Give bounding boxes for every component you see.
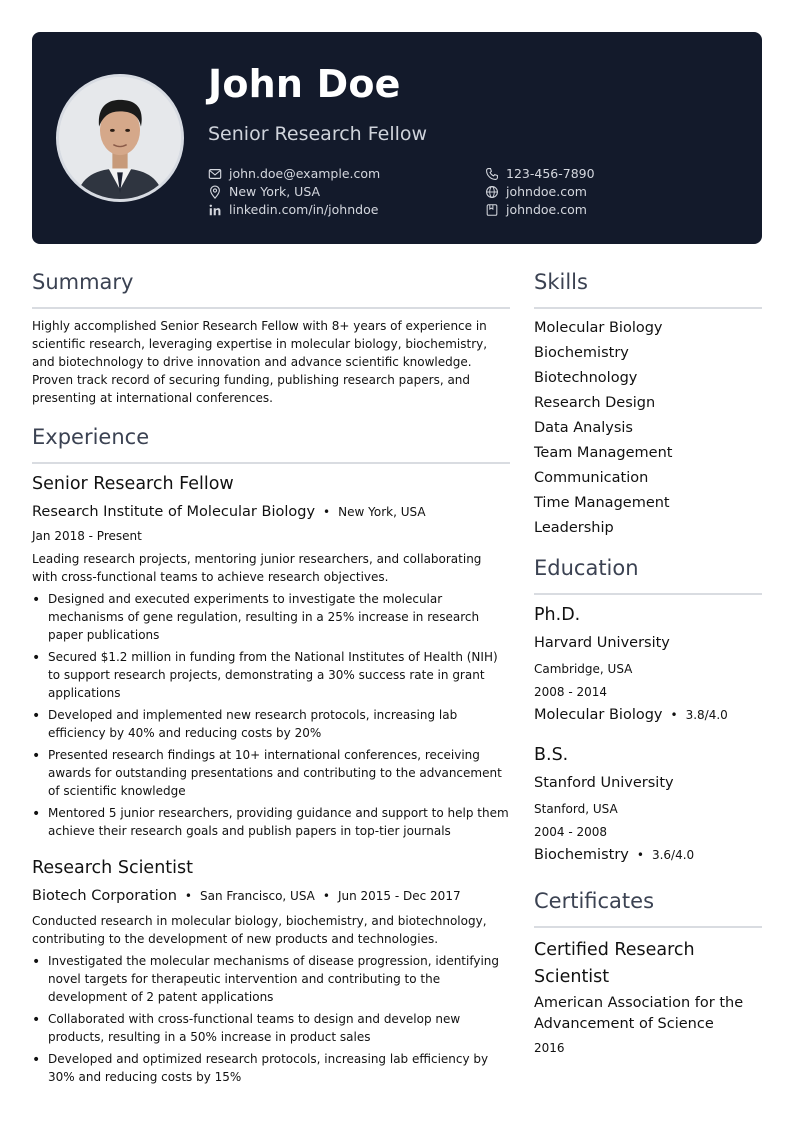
- achievement-item: • Investigated the molecular mechanisms of disease progression, identifying novel targets for therapeutic intervention and contributing to the development of 2 patent applications: [32, 952, 510, 1006]
- job-dates: Jan 2018 - Present: [32, 529, 142, 543]
- edu-dates: 2004 - 2008: [534, 825, 608, 839]
- job-location: New York, USA: [338, 505, 426, 519]
- job-title: Research Scientist: [32, 858, 193, 878]
- skills-list: [534, 316, 672, 541]
- linkedin-icon: [208, 203, 222, 217]
- achievement-item: • Presented research findings at 10+ international conferences, receiving awards for outstanding presentations and contributing to the advancement of scientific knowledge: [32, 746, 510, 800]
- skill-item: Communication: [534, 470, 649, 486]
- contact-phone-text: 123-456-7890: [506, 166, 595, 181]
- job-achievements: [32, 590, 510, 844]
- contact-linkedin[interactable]: [208, 202, 378, 217]
- job-company-line: [32, 888, 461, 904]
- edu-field: Molecular Biology: [534, 707, 663, 723]
- summary-divider: [32, 307, 510, 309]
- achievement-item: • Secured $1.2 million in funding from the National Institutes of Health (NIH) to support research projects, demonstrating a 30% success rate in grant applications: [32, 648, 510, 702]
- edu-location: Stanford, USA: [534, 802, 618, 816]
- candidate-title: Senior Research Fellow: [208, 123, 428, 145]
- achievement-item: • Developed and implemented new research protocols, increasing lab efficiency by 40% and reducing costs by 20%: [32, 706, 510, 742]
- job-achievements: [32, 952, 510, 1090]
- edu-gpa: 3.8/4.0: [685, 708, 728, 722]
- skill-item: Leadership: [534, 520, 614, 536]
- job-company: Research Institute of Molecular Biology: [32, 504, 316, 520]
- edu-location: Cambridge, USA: [534, 662, 633, 676]
- job-dates: Jun 2015 - Dec 2017: [337, 889, 461, 903]
- skill-item: Time Management: [534, 495, 670, 511]
- job-description: Conducted research in molecular biology, biochemistry, and biotechnology, contributing to the development of new products and technologies.: [32, 914, 487, 946]
- edu-field-line: [534, 707, 728, 723]
- separator-dot: •: [322, 889, 330, 903]
- certificate-year: 2016: [534, 1041, 565, 1055]
- contact-linkedin-text: linkedin.com/in/johndoe: [229, 202, 379, 217]
- experience-divider: [32, 462, 510, 464]
- skill-item: Biotechnology: [534, 370, 638, 386]
- certificate-name: Certified Research Scientist: [534, 940, 695, 987]
- profile-photo-image: [59, 77, 181, 199]
- skill-item: Research Design: [534, 395, 656, 411]
- job-company: Biotech Corporation: [32, 888, 177, 904]
- education-divider: [534, 593, 762, 595]
- job-company-line: [32, 504, 426, 520]
- achievement-item: • Mentored 5 junior researchers, providing guidance and support to help them achieve their research goals and publish papers in top-tier journals: [32, 804, 510, 840]
- contact-website-text: johndoe.com: [506, 184, 587, 199]
- certificates-divider: [534, 926, 762, 928]
- achievement-item: • Collaborated with cross-functional teams to design and develop new products, resulting in a 50% increase in product sales: [32, 1010, 510, 1046]
- edu-field-line: [534, 847, 694, 863]
- skills-divider: [534, 307, 762, 309]
- separator-dot: •: [323, 505, 331, 519]
- edu-degree: B.S.: [534, 745, 569, 765]
- experience-heading: Experience: [32, 425, 150, 449]
- job-description: Leading research projects, mentoring junior researchers, and collaborating with cross-functional teams to achieve research objectives.: [32, 552, 482, 584]
- job-location: San Francisco, USA: [199, 889, 315, 903]
- skill-item: Molecular Biology: [534, 320, 663, 336]
- edu-school: Harvard University: [534, 635, 670, 651]
- candidate-name: John Doe: [208, 62, 401, 106]
- skill-item: Biochemistry: [534, 345, 629, 361]
- certificates-heading: Certificates: [534, 889, 655, 913]
- achievement-item: • Developed and optimized research protocols, increasing lab efficiency by 30% and reducing costs by 15%: [32, 1050, 510, 1086]
- mail-icon: [208, 167, 222, 181]
- skill-item: Data Analysis: [534, 420, 633, 436]
- summary-text: Highly accomplished Senior Research Fellow with 8+ years of experience in scientific research, leveraging expertise in molecular biology, biochemistry, and biotechnology to drive innovation and advance scientific knowledge. Proven track record of securing funding, publishing research papers, and presenting at international conferences.: [32, 319, 488, 405]
- map-pin-icon: [208, 185, 222, 199]
- edu-field: Biochemistry: [534, 847, 629, 863]
- separator-dot: •: [636, 848, 644, 862]
- resume-header: [32, 32, 762, 244]
- profile-photo: [56, 74, 184, 202]
- edu-dates: 2008 - 2014: [534, 685, 608, 699]
- achievement-item: • Designed and executed experiments to investigate the molecular mechanisms of gene regulation, resulting in a 25% increase in research paper publications: [32, 590, 510, 644]
- contact-email-text: john.doe@example.com: [229, 166, 381, 181]
- contact-portfolio-text: johndoe.com: [506, 202, 587, 217]
- edu-gpa: 3.6/4.0: [651, 848, 695, 862]
- education-heading: Education: [534, 556, 639, 580]
- portfolio-icon: [485, 203, 499, 217]
- contact-phone[interactable]: [485, 166, 595, 181]
- globe-icon: [485, 185, 499, 199]
- separator-dot: •: [670, 708, 678, 722]
- certificate-issuer: American Association for the Advancement of Science: [534, 995, 744, 1032]
- job-title: Senior Research Fellow: [32, 474, 234, 494]
- separator-dot: •: [184, 889, 192, 903]
- contact-location: [208, 184, 320, 199]
- phone-icon: [485, 167, 499, 181]
- skills-heading: Skills: [534, 270, 588, 294]
- contact-location-text: New York, USA: [229, 184, 321, 199]
- summary-heading: Summary: [32, 270, 134, 294]
- edu-school: Stanford University: [534, 775, 674, 791]
- skill-item: Team Management: [534, 445, 673, 461]
- contact-website[interactable]: [485, 184, 587, 199]
- contact-portfolio[interactable]: [485, 202, 587, 217]
- edu-degree: Ph.D.: [534, 605, 581, 625]
- contact-email[interactable]: [208, 166, 380, 181]
